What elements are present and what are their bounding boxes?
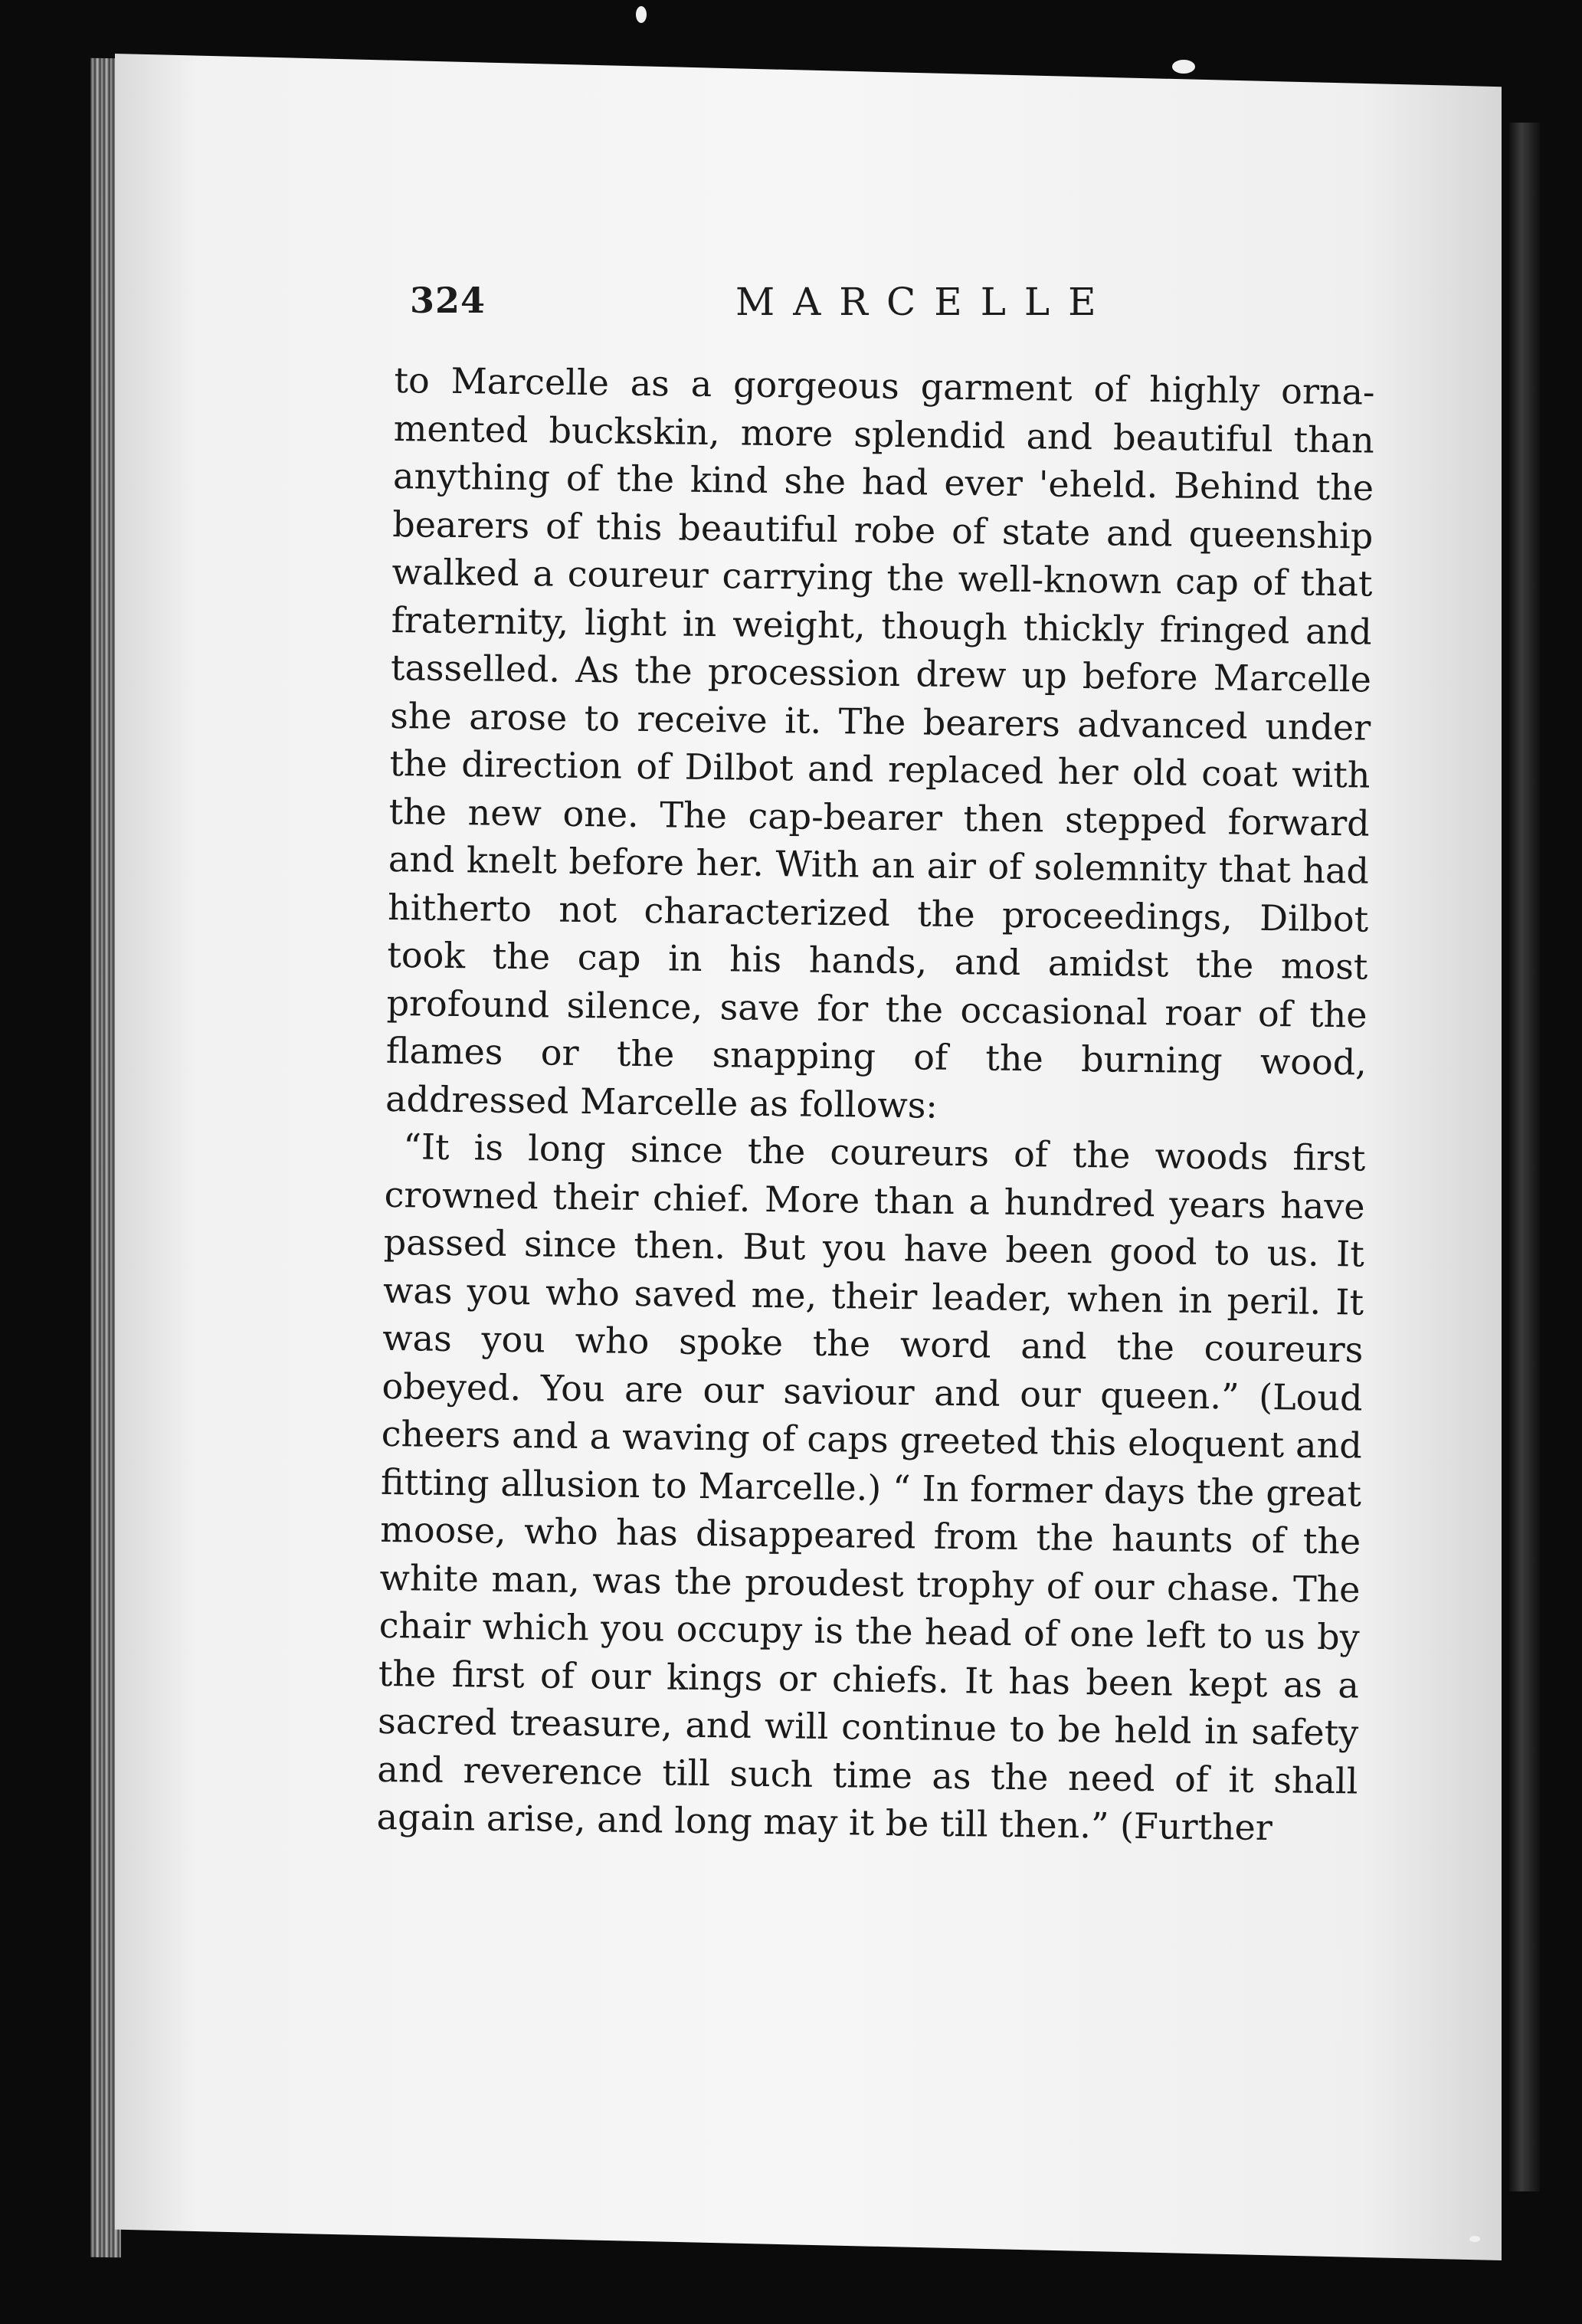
- body-text: [376, 356, 1375, 1853]
- page-header: [410, 280, 1406, 341]
- paragraph-1: to Marcelle as a gorgeous garment of highly ornamented buckskin, more splendid and beautiful than anything of the kind she had ever 'eheld. Behind the bearers of this beautiful robe of state and queenship walked a coureur carrying the well-known cap of that fraternity, light in weight, though thickly fringed and tasselled. As the procession drew up before Marcelle she arose to receive it. The bearers advanced under the direction of Dilbot and replaced her old coat with the new one. The cap-bearer then stepped forward and knelt before her. With an air of solemnity that had hitherto not characterized the proceedings, Dilbot took the cap in his hands, and amidst the most profound silence, save for the occasional roar of the flames or the snapping of the burning wood, addressed Marcelle as follows:: [385, 359, 1375, 1126]
- paragraph-2: “It is long since the coureurs of the woods first crowned their chief. More than a hundred years have passed since then. But you have been good to us. It was you who saved me, their leader, when in peril. It was you who spoke the word and the coureurs obeyed. You are our saviour and our queen.” (Loud cheers and a waving of caps greeted this eloquent and fitting allusion to Marcelle.) “ In former days the great moose, who has disappeared from the haunts of the white man, was the proudest trophy of our chase. The chair which you occupy is the head of one left to us by the first of our kings or chiefs. It has been kept as a sacred treasure, and will continue to be held in safety and reverence till such time as the need of it shall again arise, and long may it be till then.” (Further: [376, 1126, 1366, 1849]
- dust-speck: [1172, 60, 1195, 74]
- page-number: 324: [410, 280, 486, 321]
- facing-page-edge: [1509, 123, 1540, 2191]
- dust-speck: [636, 6, 647, 23]
- running-title: MARCELLE: [735, 280, 1115, 324]
- dust-speck: [1469, 2236, 1480, 2242]
